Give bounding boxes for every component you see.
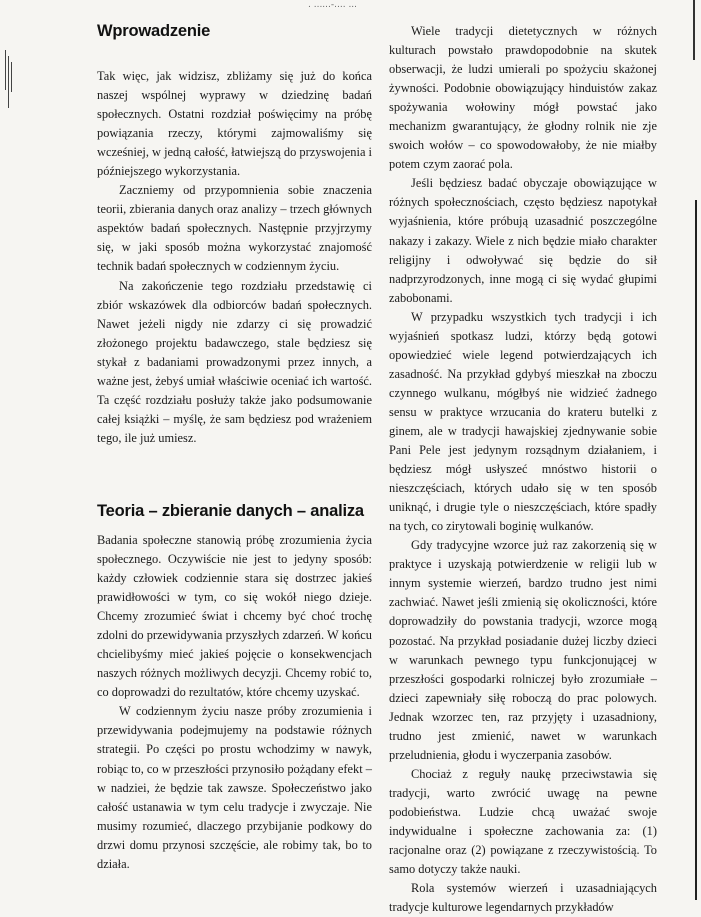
left-column — [97, 22, 372, 874]
binding-shadow — [695, 200, 697, 900]
right-column — [389, 22, 657, 917]
paragraph: Badania społeczne stanowią próbę zrozumienia życia społecznego. Oczywiście nie jest to jedyny sposób: każdy człowiek codziennie stara się dostrzec jakieś prawidłowości w tym, co się wokół niego dzieje. Chcemy zrozumieć świat i chcemy być choć trochę zdolni do przewidywania przyszłych zdarzeń. W końcu chcielibyśmy mieć jakieś pojęcie o konsekwencjach naszych różnych możliwych decyzji. Chcemy robić to, co doprowadzi do rezultatów, które chcemy uzyskać. — [97, 532, 372, 700]
paragraph: Wiele tradycji dietetycznych w różnych kulturach powstało prawdopodobnie na skutek obserwacji, że ludzi umierali po spożyciu skażonej żywności. Podobnie obowiązujący hinduistów zakaz spożywania wołowiny mógł powstać jako mechanizm gwarantujący, że głodny rolnik nie zje swoich wołów – co spowodowałoby, że nie miałby potem czym zaorać pola. — [389, 24, 657, 172]
top-scan-mark: . ......-.... ... — [308, 0, 358, 10]
section-heading-introduction: Wprowadzenie — [97, 22, 211, 40]
paragraph: Jeśli będziesz badać obyczaje obowiązujące w różnych społecznościach, często będziesz napotykał wyjaśnienia, które próbują uzasadnić poszczególne nakazy i zakazy. Wiele z nich będzie miało charakter religijny i odwoływać się będzie do sił nadprzyrodzonych, inne mogą ci się wydać głupimi zabobonami. — [389, 176, 657, 305]
paragraph: Na zakończenie tego rozdziału przedstawię ci zbiór wskazówek dla odbiorców badań społecznych. Nawet jeżeli nigdy nie zdarzy ci się prowadzić złożonego projektu badawczego, stale będziesz się stykał z badaniami prowadzonymi przez innych, a ważne jest, żebyś umiał właściwie oceniać ich wartość. Ta część rozdziału posłuży także jako podsumowanie całej książki – myślę, że sam będziesz pod wrażeniem tego, ile już umiesz. — [97, 278, 372, 445]
paragraph: Zaczniemy od przypomnienia sobie znaczenia teorii, zbierania danych oraz analizy – trzech głównych aspektów badań społecznych. Następnie przyjrzymy się, w jaki sposób można wykorzystać znajomość technik badań społecznych w codziennym życiu. — [97, 183, 372, 274]
paragraph: W codziennym życiu nasze próby zrozumienia i przewidywania podejmujemy na podstawie różnych strategii. Po części po prostu wchodzimy w nawyk, robiąc to, co w przeszłości przynosiło pożądany efekt – w nadziei, że będzie tak zawsze. Społeczeństwo jako całość ustanawia w tym celu tradycje i zwyczaje. Nie musimy rozumieć, dlaczego przybijanie podkowy do drzwi domu przynosi szczęście, ale robimy tak, bo to działa. — [97, 704, 372, 871]
paragraph: Rola systemów wierzeń i uzasadniających tradycje kulturowe legendarnych przykładów — [389, 881, 657, 915]
paragraph: Tak więc, jak widzisz, zbliżamy się już do końca naszej wspólnej wyprawy w dziedzinę badań społecznych. Ostatni rozdział poświęcimy na próbę powiązania rzeczy, którymi zajmowaliśmy się wcześniej, w jedną całość, łatwiejszą do przyswojenia i późniejszego wykorzystania. — [97, 69, 372, 179]
paragraph: W przypadku wszystkich tych tradycji i ich wyjaśnień spotkasz ludzi, którzy będą gotowi opowiedzieć wiele legend potwierdzających ich zasadność. Na przykład gdybyś mieszkał na zboczu czynnego wulkanu, mógłbyś nie widzieć żadnego sensu w praktyce wrzucania do krateru butelki z ginem, ale w tradycji hawajskiej zjednywanie sobie Pani Pele jest jedynym rozsądnym działaniem, i będziesz mógł usłyszeć mnóstwo historii o nieszczęściach, których udało się w ten sposób uniknąć, i drugie tyle o nieszczęściach, które spadły na tych, co zirytowali boginię wulkanów. — [389, 309, 657, 534]
left-scan-marks — [4, 50, 18, 110]
paragraph: Chociaż z reguły naukę przeciwstawia się tradycji, warto zwrócić uwagę na pewne podobieństwa. Ludzie chcą uważać swoje indywidualne i społeczne zachowania za: (1) racjonalne oraz (2) powiązane z rzeczywistością. To samo dotyczy także nauki. — [389, 766, 657, 877]
section-heading-theory: Teoria – zbieranie danych – analiza — [97, 501, 364, 520]
binding-shadow-top — [693, 0, 695, 60]
paragraph: Gdy tradycyjne wzorce już raz zakorzenią się w praktyce i uzyskają potwierdzenie w religii lub w innym systemie wierzeń, bardzo trudno jest nimi zachwiać. Nawet jeśli zmienią się okoliczności, które doprowadziły do powstania tradycji, wzorce mogą pozostać. Na przykład posiadanie dużej liczby dzieci w warunkach pewnego typu funkcjonującej w przeszłości gospodarki rolniczej było zrozumiałe – dzieci zapewniały siłę roboczą do prac polowych. Jednak wzorzec ten, raz przyjęty i uzasadniony, trudno jest zmienić, nawet w warunkach przeludnienia, głodu i wyczerpania zasobów. — [389, 538, 657, 762]
